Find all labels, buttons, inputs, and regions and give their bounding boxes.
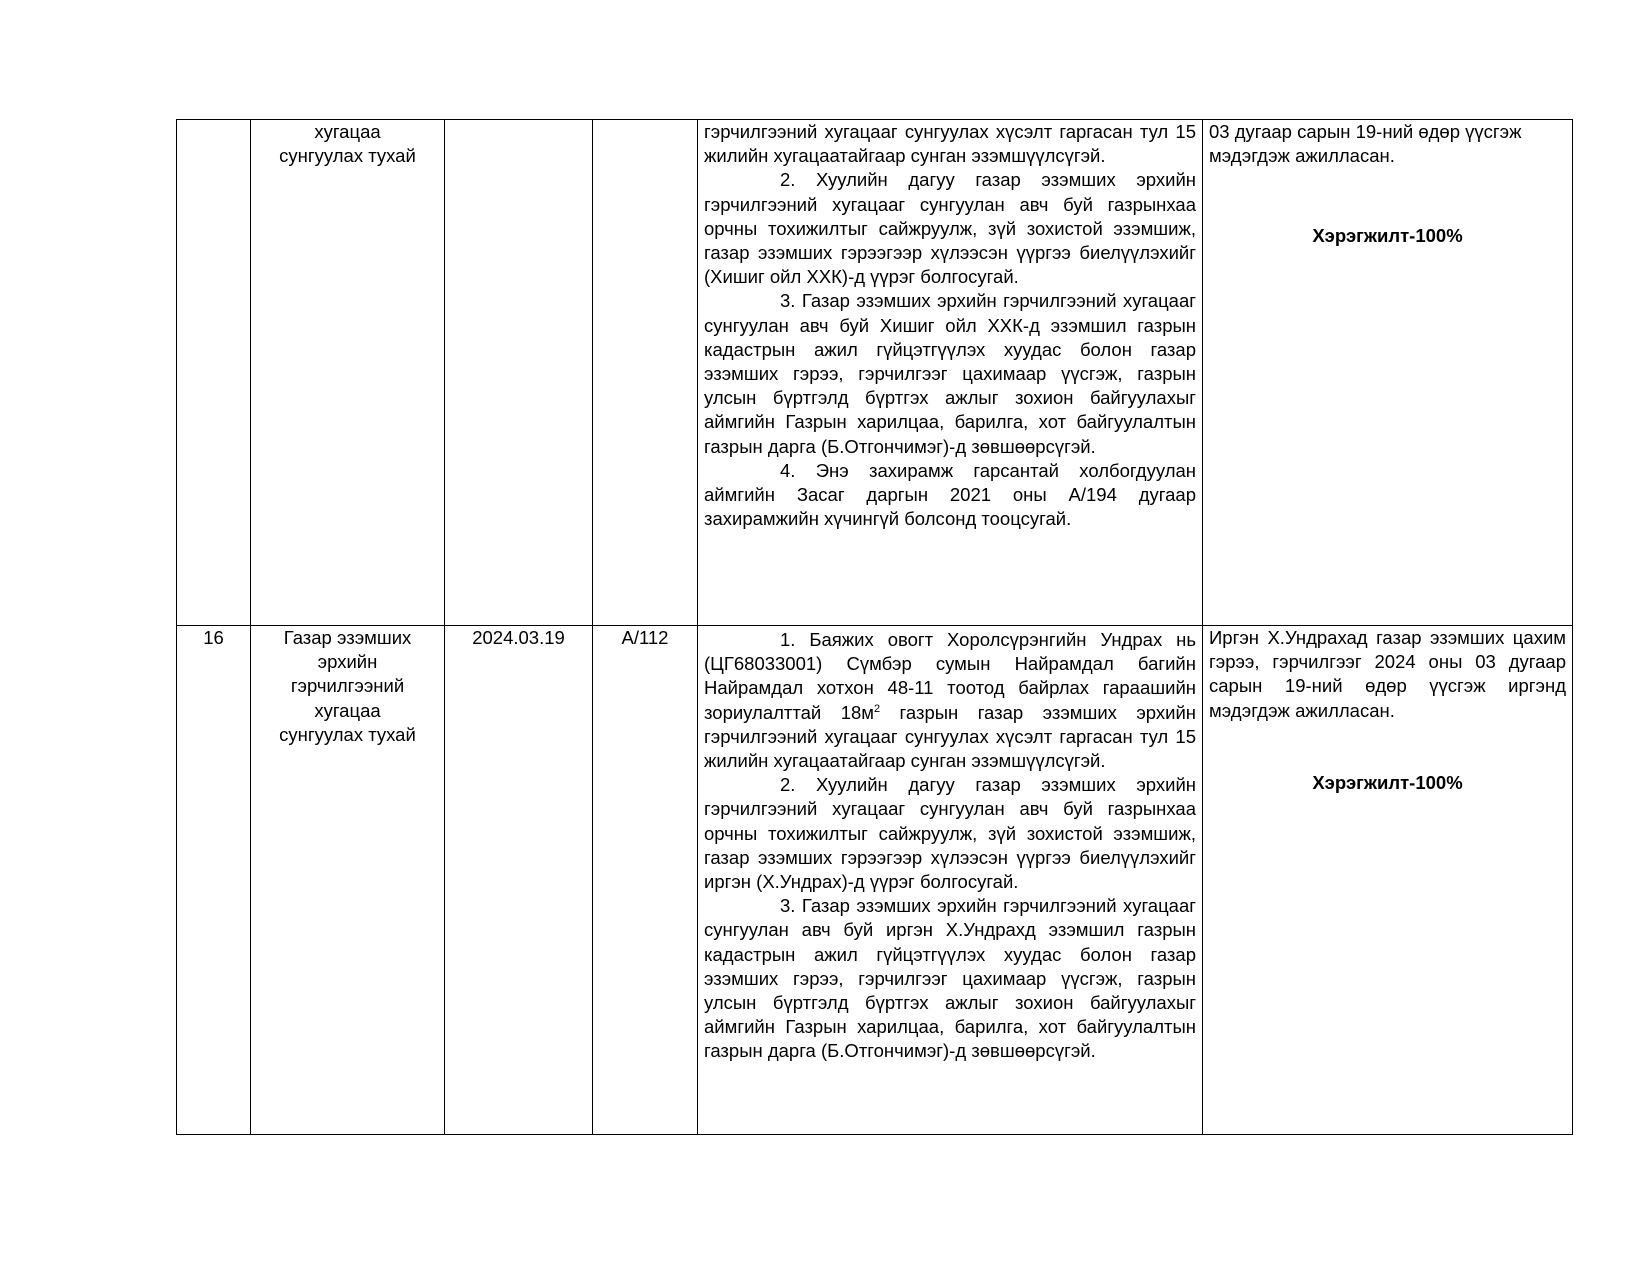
result-text: 03 дугаар сарын 19-ний өдөр үүсгэж мэдэгдэж ажилласан. (1209, 121, 1522, 167)
row-result-cell (1203, 120, 1573, 626)
row-title-line: эрхийн (317, 651, 378, 673)
fulfillment-label: Хэрэгжилт-100% (1312, 771, 1463, 793)
row-title-cell (251, 626, 445, 1135)
row-number-cell (177, 120, 251, 626)
row-number-cell: 16 (177, 626, 251, 1135)
row-content-cell (698, 626, 1203, 1135)
fulfillment-label: Хэрэгжилт-100% (1312, 225, 1463, 247)
content-paragraph: 1. Баяжих овогт Хоролсүрэнгийн Ундрах нь (ЦГ68033001) Сүмбэр сумын Найрамдал багийн Найрамдал хотхон 48-11 тоотод байрлах гараашийн зориулалттай $18м^2$ газрын газар эзэмших эрхийн гэрчилгээний хугацааг сунгуулах хүсэлт гаргасан тул 15 жилийн хугацаатайгаар сунган эзэмшүүлсүгэй. (704, 629, 1196, 772)
content-paragraph: 2. Хуулийн дагуу газар эзэмших эрхийн гэрчилгээний хугацааг сунгуулан авч буй газрынхаа орчны тохижилтыг сайжруулж, зүй зохистой эзэмшиж, газар эзэмших гэрээгээр хүлээсэн үүргээ биелүүлэхийг иргэн (Х.Ундрах)-д үүрэг болгосугай. (704, 774, 1196, 893)
row-title-line: сунгуулах тухай (279, 723, 416, 745)
row-title-line: сунгуулах тухай (279, 145, 416, 167)
content-paragraph: 4. Энэ захирамж гарсантай холбогдуулан аймгийн Засаг даргын 2021 оны А/194 дугаар захирамжийн хүчингүй болсонд тооцсугай. (704, 459, 1196, 530)
content-paragraph: 2. Хуулийн дагуу газар эзэмших эрхийн гэрчилгээний хугацааг сунгуулан авч буй газрынхаа орчны тохижилтыг сайжруулж, зүй зохистой эзэмшиж, газар эзэмших гэрээгээр хүлээсэн үүргээ биелүүлэхийг (Хишиг ойл ХХК)-д үүрэг болгосугай. (704, 169, 1196, 288)
row-title-line: хугацаа (314, 121, 381, 142)
row-result-cell (1203, 626, 1573, 1135)
row-order-cell: А/112 (593, 626, 698, 1135)
table-row (177, 626, 1573, 1135)
row-order-cell (593, 120, 698, 626)
table-row (177, 120, 1573, 626)
row-date-cell: 2024.03.19 (445, 626, 593, 1135)
row-title-line: гэрчилгээний (290, 675, 405, 697)
result-text: Иргэн Х.Ундрахад газар эзэмших цахим гэрээ, гэрчилгээг 2024 оны 03 дугаар сарын 19-ний өдөр үүсгэж иргэнд мэдэгдэж ажилласан. (1209, 627, 1566, 721)
row-content-cell (698, 120, 1203, 626)
content-paragraph: гэрчилгээний хугацааг сунгуулах хүсэлт гаргасан тул 15 жилийн хугацаатайгаар сунган эзэмшүүлсүгэй. (704, 121, 1196, 167)
row-title-line: хугацаа (314, 699, 381, 721)
row-date-cell (445, 120, 593, 626)
row-title-line: Газар эзэмших (283, 627, 412, 648)
resolutions-table (176, 119, 1573, 1135)
content-paragraph: 3. Газар эзэмших эрхийн гэрчилгээний хугацааг сунгуулан авч буй иргэн Х.Ундрахд эзэмшил газрын кадастрын ажил гүйцэтгүүлэх хуудас болон газар эзэмших гэрээ, гэрчилгээг цахимаар үүсгэж, газрын улсын бүртгэлд бүртгэх ажлыг зохион байгуулахыг аймгийн Газрын харилцаа, барилга, хот байгуулалтын газрын дарга (Б.Отгончимэг)-д зөвшөөрсүгэй. (704, 895, 1196, 1062)
row-title-cell (251, 120, 445, 626)
content-paragraph: 3. Газар эзэмших эрхийн гэрчилгээний хугацааг сунгуулан авч буй Хишиг ойл ХХК-д эзэмшил газрын кадастрын ажил гүйцэтгүүлэх хуудас болон газар эзэмших гэрээ, гэрчилгээг цахимаар үүсгэж, газрын улсын бүртгэлд бүртгэх ажлыг зохион байгуулахыг аймгийн Газрын харилцаа, барилга, хот байгуулалтын газрын дарга (Б.Отгончимэг)-д зөвшөөрсүгэй. (704, 290, 1196, 457)
